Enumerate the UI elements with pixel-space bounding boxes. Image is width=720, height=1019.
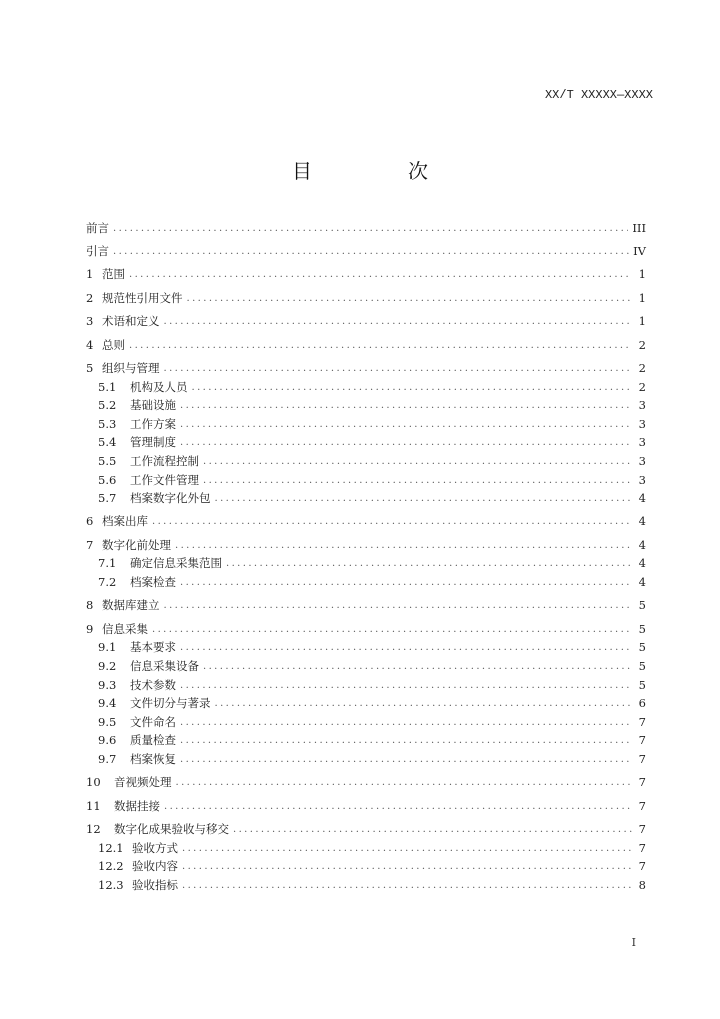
toc-entry-label: 档案数字化外包 xyxy=(130,491,211,506)
toc-leader-dots xyxy=(203,660,632,673)
toc-entry-page: 4 xyxy=(638,575,646,590)
toc-entry-number: 9.1 xyxy=(98,640,117,655)
toc-leader-dots xyxy=(203,474,632,487)
document-code: XX/T XXXXX—XXXX xyxy=(544,88,653,102)
toc-entry-number: 12.1 xyxy=(98,840,124,855)
toc-entry-label: 数字化成果验收与移交 xyxy=(114,822,229,837)
toc-entry[interactable] xyxy=(86,394,646,413)
toc-entry-page: 4 xyxy=(638,491,646,506)
toc-leader-dots xyxy=(164,315,633,328)
toc-leader-dots xyxy=(129,268,632,281)
toc-leader-dots xyxy=(180,641,632,654)
toc-title: 目 次 xyxy=(292,159,466,183)
toc-entry-page: 7 xyxy=(638,859,646,874)
toc-entry-number: 9 xyxy=(86,621,94,636)
toc-entry-number: 9.4 xyxy=(98,696,117,711)
toc-leader-dots xyxy=(215,697,633,710)
toc-entry[interactable] xyxy=(86,594,646,613)
toc-leader-dots xyxy=(113,245,629,258)
toc-entry[interactable] xyxy=(86,510,646,529)
table-of-contents xyxy=(86,216,646,892)
toc-entry-page: 3 xyxy=(638,435,646,450)
toc-entry-page: 7 xyxy=(638,840,646,855)
toc-entry-page: 5 xyxy=(638,640,646,655)
toc-entry-number: 10 xyxy=(86,775,101,790)
toc-entry[interactable] xyxy=(86,570,646,589)
toc-entry-number: 9.7 xyxy=(98,752,117,766)
toc-entry-page: 7 xyxy=(638,775,646,790)
toc-leader-dots xyxy=(164,800,632,813)
toc-entry-page: 1 xyxy=(638,267,646,282)
toc-entry[interactable] xyxy=(86,552,646,571)
toc-entry[interactable] xyxy=(86,216,646,235)
page-number: I xyxy=(631,936,636,949)
toc-leader-dots xyxy=(182,842,632,855)
toc-entry-label: 文件切分与著录 xyxy=(130,696,211,711)
toc-entry-page: 7 xyxy=(638,752,646,766)
toc-entry-page: 2 xyxy=(638,337,646,352)
toc-entry-number: 12.2 xyxy=(98,859,124,874)
toc-entry-page: 7 xyxy=(638,798,646,813)
toc-leader-dots xyxy=(180,753,632,766)
toc-entry[interactable] xyxy=(86,873,646,892)
toc-leader-dots xyxy=(113,222,628,235)
toc-entry-page: 7 xyxy=(638,714,646,729)
toc-entry-label: 管理制度 xyxy=(130,435,176,450)
toc-entry-label: 前言 xyxy=(86,220,109,235)
toc-entry-page: IV xyxy=(633,243,646,258)
toc-leader-dots xyxy=(180,734,632,747)
toc-entry-number: 7 xyxy=(86,537,94,552)
toc-entry-number: 9.6 xyxy=(98,733,117,748)
toc-entry-label: 基础设施 xyxy=(130,398,176,413)
toc-entry-label: 技术参数 xyxy=(130,677,176,692)
toc-entry-number: 5.7 xyxy=(98,491,117,506)
toc-entry[interactable] xyxy=(86,818,646,837)
toc-entry[interactable] xyxy=(86,855,646,874)
toc-entry-label: 工作方案 xyxy=(130,416,176,431)
toc-entry-number: 5.5 xyxy=(98,453,117,468)
toc-entry-number: 1 xyxy=(86,267,94,282)
toc-leader-dots xyxy=(192,381,633,394)
toc-leader-dots xyxy=(180,436,632,449)
toc-entry-page: 3 xyxy=(638,472,646,487)
toc-entry-label: 范围 xyxy=(102,267,125,282)
toc-entry[interactable] xyxy=(86,286,646,305)
toc-entry[interactable] xyxy=(86,449,646,468)
toc-entry-number: 12.3 xyxy=(98,877,124,892)
toc-entry-label: 文件命名 xyxy=(130,714,176,729)
toc-entry-number: 5.3 xyxy=(98,416,117,431)
toc-entry[interactable] xyxy=(86,692,646,711)
toc-entry-label: 确定信息采集范围 xyxy=(130,556,222,571)
toc-entry-number: 5.1 xyxy=(98,379,117,394)
toc-entry-page: 6 xyxy=(638,696,646,711)
toc-entry[interactable] xyxy=(86,794,646,813)
toc-entry[interactable] xyxy=(86,771,646,790)
toc-entry-label: 验收指标 xyxy=(132,877,178,892)
toc-entry-label: 工作流程控制 xyxy=(130,453,199,468)
toc-entry[interactable] xyxy=(86,729,646,748)
toc-entry-label: 数字化前处理 xyxy=(102,537,171,552)
toc-entry-label: 档案出库 xyxy=(102,514,148,529)
toc-entry-number: 5 xyxy=(86,360,94,375)
toc-leader-dots xyxy=(152,515,632,528)
toc-entry-number: 5.2 xyxy=(98,398,117,413)
toc-entry[interactable] xyxy=(86,747,646,766)
toc-entry-number: 6 xyxy=(86,514,94,529)
toc-entry-number: 9.2 xyxy=(98,659,117,674)
toc-entry-label: 质量检查 xyxy=(130,733,176,748)
toc-entry-number: 2 xyxy=(86,290,94,305)
toc-leader-dots xyxy=(233,823,632,836)
toc-leader-dots xyxy=(164,362,633,375)
toc-leader-dots xyxy=(187,292,633,305)
toc-leader-dots xyxy=(182,860,632,873)
toc-entry-number: 9.5 xyxy=(98,714,117,729)
toc-leader-dots xyxy=(203,455,632,468)
toc-entry-label: 验收内容 xyxy=(132,859,178,874)
toc-entry[interactable] xyxy=(86,431,646,450)
toc-entry-label: 音视频处理 xyxy=(114,775,172,790)
toc-entry-number: 4 xyxy=(86,337,94,352)
toc-entry-page: III xyxy=(632,220,646,235)
toc-entry[interactable] xyxy=(86,710,646,729)
toc-entry-page: 7 xyxy=(638,822,646,837)
toc-entry-label: 引言 xyxy=(86,243,109,258)
toc-leader-dots xyxy=(164,599,633,612)
toc-entry-number: 7.1 xyxy=(98,556,117,571)
toc-leader-dots xyxy=(180,716,632,729)
toc-entry-label: 数据库建立 xyxy=(102,598,160,613)
toc-entry-label: 信息采集设备 xyxy=(130,659,199,674)
toc-entry-number: 5.6 xyxy=(98,472,117,487)
toc-entry[interactable] xyxy=(86,263,646,282)
toc-entry-page: 4 xyxy=(638,537,646,552)
toc-entry[interactable] xyxy=(86,636,646,655)
toc-entry-page: 5 xyxy=(638,621,646,636)
toc-entry[interactable] xyxy=(86,468,646,487)
toc-entry-page: 4 xyxy=(638,514,646,529)
toc-entry-page: 7 xyxy=(638,733,646,748)
toc-leader-dots xyxy=(180,418,632,431)
toc-entry-page: 5 xyxy=(638,659,646,674)
toc-entry-page: 1 xyxy=(638,314,646,329)
toc-entry-number: 12 xyxy=(86,822,101,837)
toc-entry-number: 11 xyxy=(86,798,101,813)
toc-entry-label: 组织与管理 xyxy=(102,360,160,375)
toc-leader-dots xyxy=(182,879,632,892)
toc-entry[interactable] xyxy=(86,673,646,692)
toc-entry-page: 4 xyxy=(638,556,646,571)
toc-entry-page: 5 xyxy=(638,677,646,692)
toc-entry-label: 信息采集 xyxy=(102,621,148,636)
toc-entry-label: 验收方式 xyxy=(132,840,178,855)
toc-entry-label: 机构及人员 xyxy=(130,379,188,394)
toc-entry[interactable] xyxy=(86,375,646,394)
toc-leader-dots xyxy=(180,399,632,412)
toc-entry-page: 3 xyxy=(638,453,646,468)
toc-entry-number: 3 xyxy=(86,314,94,329)
toc-entry-page: 2 xyxy=(638,379,646,394)
toc-entry-label: 基本要求 xyxy=(130,640,176,655)
toc-entry-page: 5 xyxy=(638,598,646,613)
toc-entry-label: 档案恢复 xyxy=(130,752,176,766)
toc-entry-label: 档案检查 xyxy=(130,575,176,590)
toc-entry[interactable] xyxy=(86,333,646,352)
toc-entry-label: 工作文件管理 xyxy=(130,472,199,487)
toc-entry[interactable] xyxy=(86,533,646,552)
toc-entry[interactable] xyxy=(86,836,646,855)
toc-leader-dots xyxy=(129,339,632,352)
toc-entry-page: 3 xyxy=(638,398,646,413)
toc-leader-dots xyxy=(175,539,632,552)
toc-entry-number: 5.4 xyxy=(98,435,117,450)
toc-leader-dots xyxy=(180,679,632,692)
toc-leader-dots xyxy=(180,576,632,589)
toc-entry-page: 1 xyxy=(638,290,646,305)
toc-leader-dots xyxy=(176,776,633,789)
toc-entry[interactable] xyxy=(86,487,646,506)
toc-entry-label: 总则 xyxy=(102,337,125,352)
toc-entry-label: 数据挂接 xyxy=(114,798,160,813)
toc-entry-label: 术语和定义 xyxy=(102,314,160,329)
toc-entry-label: 规范性引用文件 xyxy=(102,290,183,305)
toc-entry[interactable] xyxy=(86,412,646,431)
toc-entry-number: 7.2 xyxy=(98,575,117,590)
toc-entry[interactable] xyxy=(86,239,646,258)
toc-entry[interactable] xyxy=(86,617,646,636)
toc-entry[interactable] xyxy=(86,654,646,673)
toc-entry[interactable] xyxy=(86,356,646,375)
toc-entry-page: 8 xyxy=(638,877,646,892)
toc-entry-number: 8 xyxy=(86,598,94,613)
toc-leader-dots xyxy=(215,492,633,505)
toc-leader-dots xyxy=(226,557,632,570)
toc-entry-page: 2 xyxy=(638,360,646,375)
toc-entry-page: 3 xyxy=(638,416,646,431)
toc-entry-number: 9.3 xyxy=(98,677,117,692)
toc-entry[interactable] xyxy=(86,310,646,329)
toc-leader-dots xyxy=(152,623,632,636)
